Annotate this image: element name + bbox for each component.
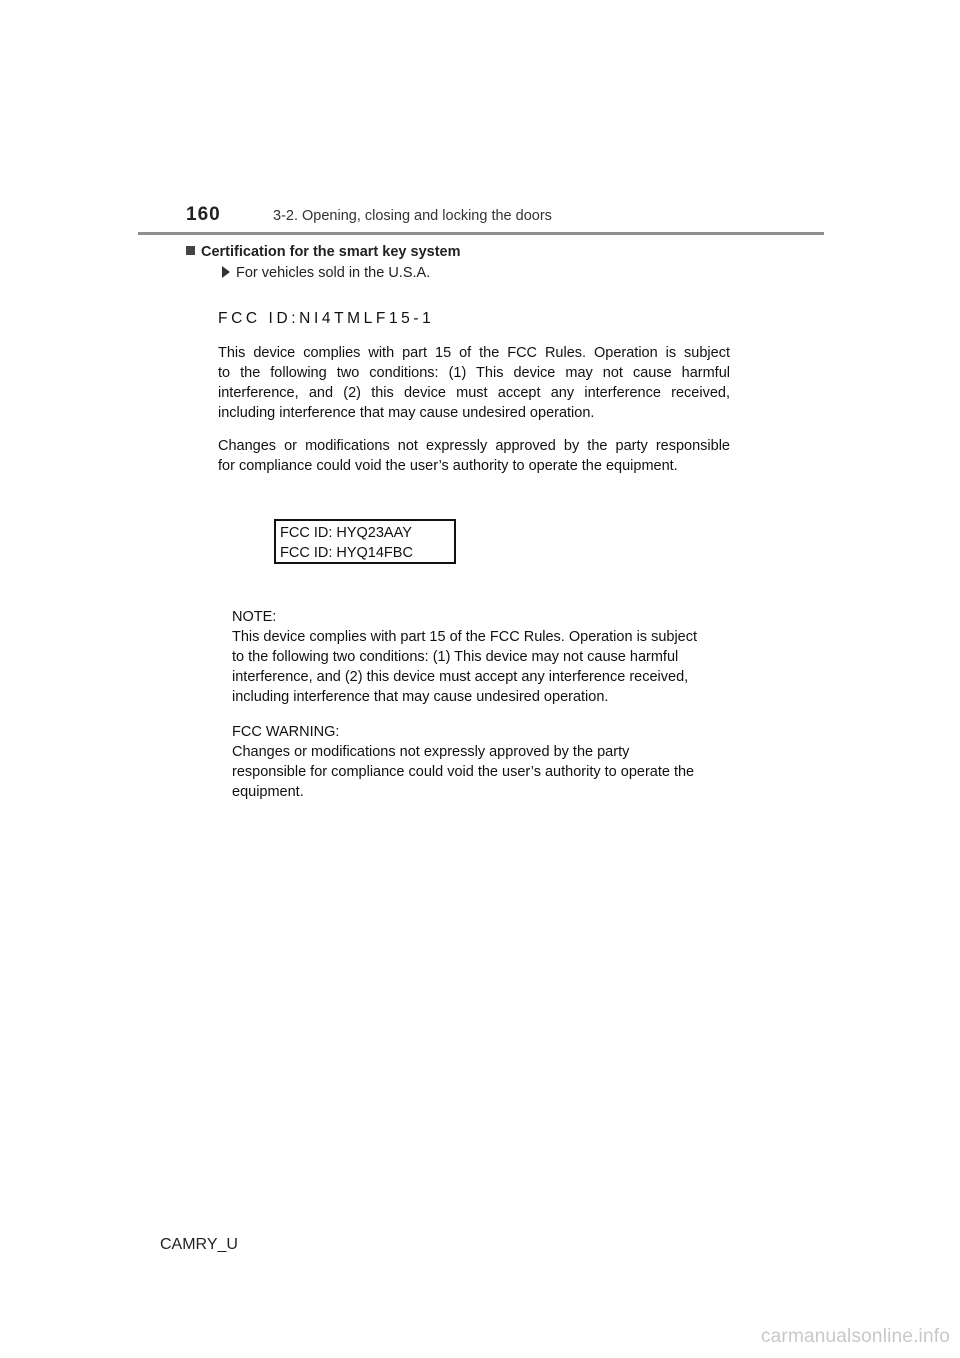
heading-text: Certification for the smart key system bbox=[201, 244, 461, 260]
compliance-paragraph bbox=[218, 343, 730, 423]
usa-subitem bbox=[222, 265, 430, 281]
fcc-id-box bbox=[274, 519, 456, 564]
section-title: 3-2. Opening, closing and locking the doors bbox=[273, 208, 552, 224]
paragraph-line: for compliance could void the user’s authority to operate the equipment. bbox=[218, 458, 678, 474]
warning-block bbox=[232, 722, 732, 802]
watermark: carmanualsonline.info bbox=[760, 1326, 950, 1347]
page-number: 160 bbox=[186, 204, 221, 225]
paragraph-line: interference, and (2) this device must accept any interference received, bbox=[218, 385, 730, 401]
subitem-text: For vehicles sold in the U.S.A. bbox=[236, 265, 431, 281]
header-rule bbox=[138, 232, 824, 235]
triangle-arrow-icon bbox=[222, 266, 230, 278]
paragraph-line: Changes or modifications not expressly approved by the party responsible bbox=[218, 438, 730, 454]
warning-label: FCC WARNING: bbox=[232, 724, 340, 740]
paragraph-line: including interference that may cause undesired operation. bbox=[218, 405, 595, 421]
paragraph-line: This device complies with part 15 of the FCC Rules. Operation is subject bbox=[218, 345, 730, 361]
square-bullet-icon bbox=[186, 246, 195, 255]
paragraph-line: to the following two conditions: (1) This device may not cause harmful bbox=[218, 365, 730, 381]
note-line: including interference that may cause undesired operation. bbox=[232, 689, 609, 705]
certification-heading bbox=[186, 244, 460, 260]
fcc-id-line: FCC ID: HYQ14FBC bbox=[280, 545, 413, 561]
note-line: to the following two conditions: (1) This device may not cause harmful bbox=[232, 649, 679, 665]
warning-line: Changes or modifications not expressly approved by the party bbox=[232, 744, 630, 760]
note-line: interference, and (2) this device must accept any interference received, bbox=[232, 669, 689, 685]
fcc-id-line: FCC ID: HYQ23AAY bbox=[280, 525, 412, 541]
note-line: This device complies with part 15 of the FCC Rules. Operation is subject bbox=[232, 629, 698, 645]
note-block bbox=[232, 607, 732, 707]
warning-line: responsible for compliance could void the user’s authority to operate the bbox=[232, 764, 695, 780]
footer-code: CAMRY_U bbox=[160, 1236, 238, 1253]
warning-line: equipment. bbox=[232, 784, 304, 800]
fcc-id-label: FCC ID:NI4TMLF15-1 bbox=[218, 310, 435, 327]
modifications-paragraph bbox=[218, 436, 730, 476]
note-label: NOTE: bbox=[232, 609, 277, 625]
